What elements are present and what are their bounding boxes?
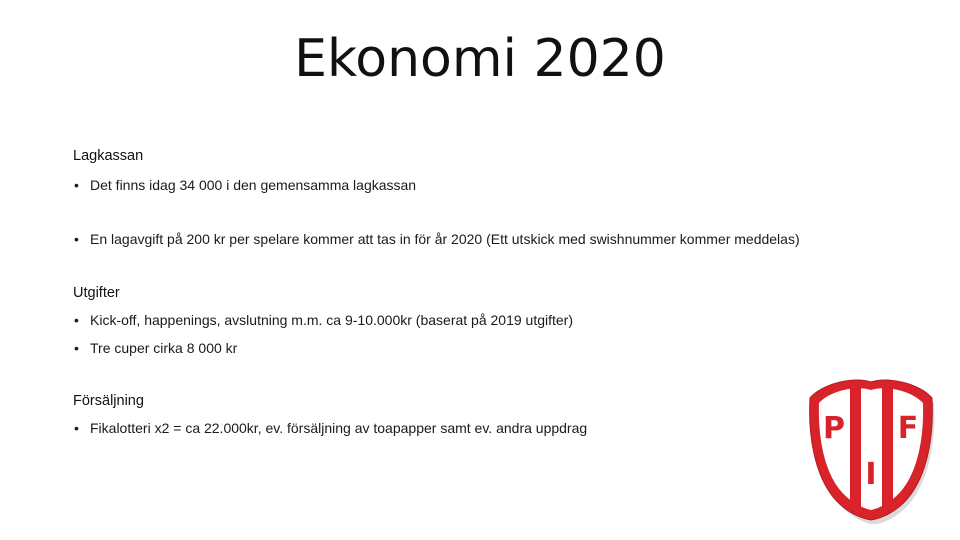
bullet-item xyxy=(73,420,853,437)
slide-body xyxy=(73,148,853,437)
bullet-item xyxy=(73,231,853,248)
slide-title: Ekonomi 2020 xyxy=(294,29,666,89)
crest-letter-i: I xyxy=(865,457,877,492)
crest-letter-p: P xyxy=(823,411,845,446)
crest-letter-f: F xyxy=(897,411,919,446)
bullet-item xyxy=(73,177,853,194)
club-crest-logo xyxy=(806,376,936,524)
bullet-text: Tre cuper cirka 8 000 kr xyxy=(90,340,238,356)
bullet-text: Kick-off, happenings, avslutning m.m. ca 9-10.000kr (baserat på 2019 utgifter) xyxy=(90,312,574,328)
bullet-text: Det finns idag 34 000 i den gemensamma lagkassan xyxy=(90,177,417,193)
bullet-icon: • xyxy=(74,420,79,436)
crest-stripe-left xyxy=(850,388,861,512)
bullet-icon: • xyxy=(74,312,79,328)
bullet-list-utgifter xyxy=(73,312,853,357)
bullet-icon: • xyxy=(74,340,79,356)
bullet-list-lagkassan xyxy=(73,177,853,248)
bullet-item xyxy=(73,340,853,357)
bullet-list-forsaljning xyxy=(73,420,853,437)
bullet-text: Fikalotteri x2 = ca 22.000kr, ev. försäljning av toapapper samt ev. andra uppdrag xyxy=(90,420,588,436)
bullet-item xyxy=(73,312,853,329)
bullet-icon: • xyxy=(74,177,79,193)
section-heading-utgifter: Utgifter xyxy=(73,285,120,301)
crest-stripe-right xyxy=(882,388,893,512)
section-heading-forsaljning: Försäljning xyxy=(73,393,144,409)
bullet-icon: • xyxy=(74,231,79,247)
bullet-text: En lagavgift på 200 kr per spelare kommer att tas in för år 2020 (Ett utskick med swishnummer kommer meddelas) xyxy=(90,231,800,247)
section-heading-lagkassan: Lagkassan xyxy=(73,148,144,164)
